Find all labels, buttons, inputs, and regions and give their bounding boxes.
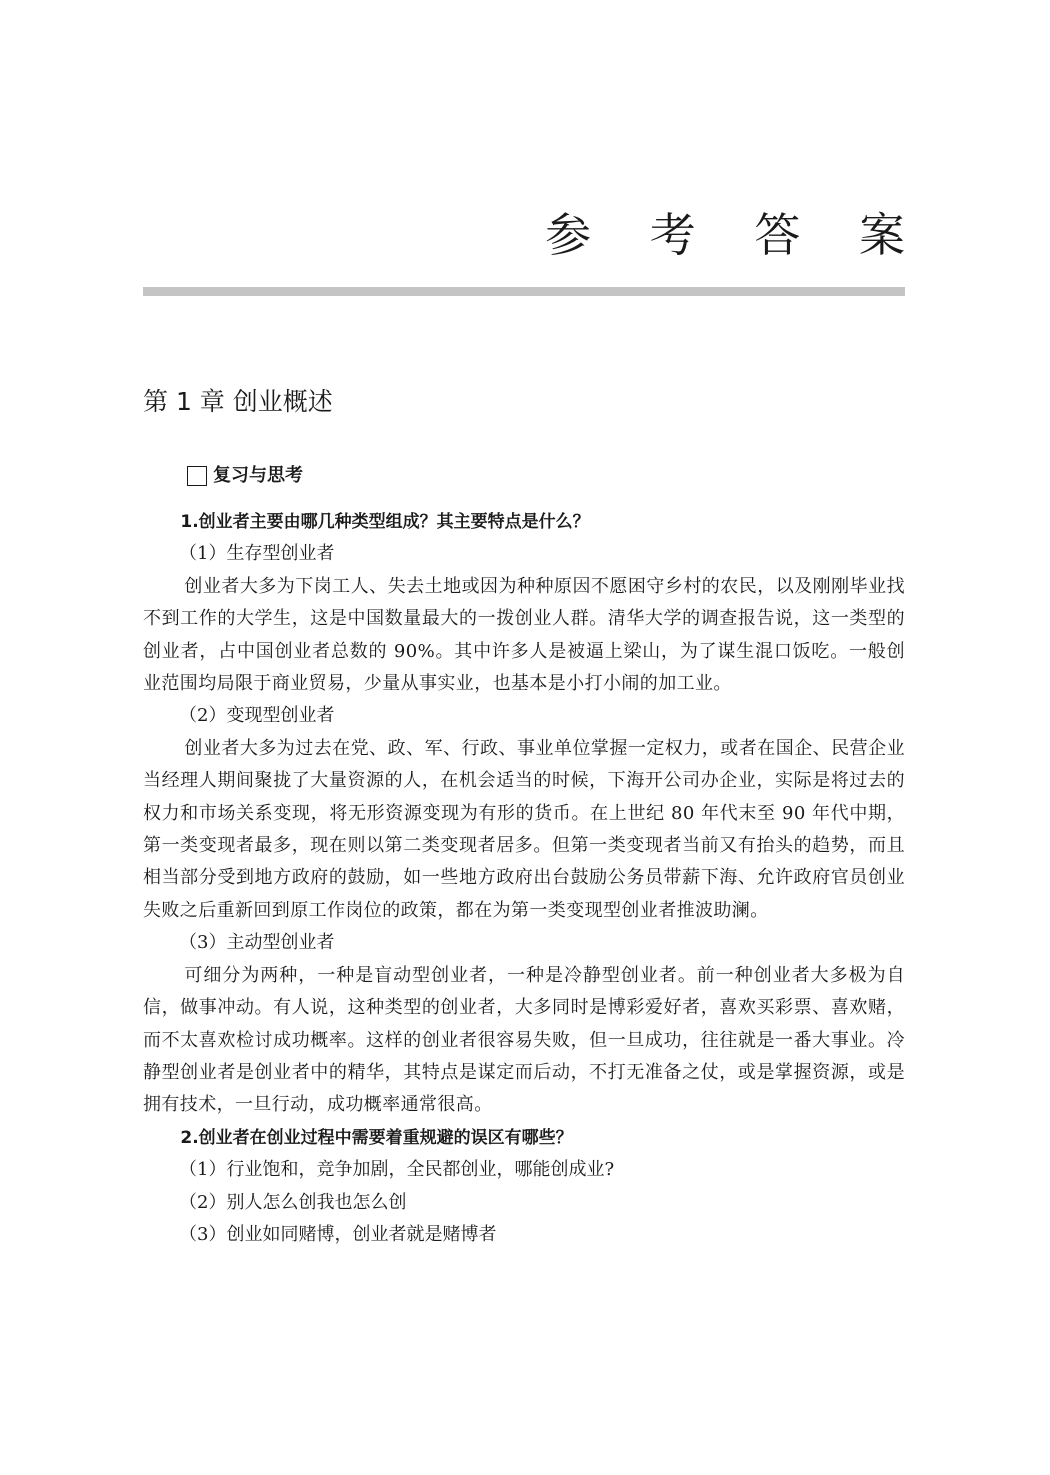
chapter-title: 第 1 章 创业概述 <box>143 387 333 416</box>
answer-item-heading: （2）变现型创业者 <box>179 705 335 727</box>
title-divider <box>143 287 905 296</box>
answer-paragraph: 可细分为两种，一种是盲动型创业者，一种是冷静型创业者。前一种创业者大多极为自信，做事冲动。有人说，这种类型的创业者，大多同时是博彩爱好者，喜欢买彩票、喜欢赌，而不太喜欢检讨成功概率。这样的创业者很容易失败，但一旦成功，往往就是一番大事业。冷静型创业者是创业者中的精华，其特点是谋定而后动，不打无准备之仗，或是掌握资源，或是拥有技术，一旦行动，成功概率通常很高。 <box>143 964 905 1116</box>
section-label: 复习与思考 <box>213 465 303 486</box>
question-title: 1.创业者主要由哪几种类型组成？其主要特点是什么？ <box>180 512 590 532</box>
answer-item-heading: （3）创业如同赌博，创业者就是赌博者 <box>179 1223 497 1245</box>
answer-item-heading: （3）主动型创业者 <box>179 932 335 954</box>
question-title: 2.创业者在创业过程中需要着重规避的误区有哪些？ <box>180 1127 573 1148</box>
checkbox-icon <box>187 466 207 486</box>
answer-item-heading: （2）别人怎么创我也怎么创 <box>179 1191 407 1213</box>
answer-content <box>143 506 905 1251</box>
answer-paragraph: 创业者大多为过去在党、政、军、行政、事业单位掌握一定权力，或者在国企、民营企业当经理人期间聚拢了大量资源的人，在机会适当的时候，下海开公司办企业，实际是将过去的权力和市场关系变现，将无形资源变现为有形的货币。在上世纪 80 年代末至 90 年代中期，第一类变现者最多，现在则以第二类变现者居多。但第一类变现者当前又有抬头的趋势，而且相当部分受到地方政府的鼓励，如一些地方政府出台鼓励公务员带薪下海、允许政府官员创业失败之后重新回到原工作岗位的政策，都在为第一类变现型创业者推波助澜。 <box>143 737 905 921</box>
page-title: 参 考 答 案 <box>545 208 927 262</box>
section-heading <box>187 462 303 490</box>
answer-item-heading: （1）行业饱和，竞争加剧，全民都创业，哪能创成业? <box>179 1159 615 1181</box>
answer-paragraph: 创业者大多为下岗工人、失去土地或因为种种原因不愿困守乡村的农民，以及刚刚毕业找不到工作的大学生，这是中国数量最大的一拨创业人群。清华大学的调查报告说，这一类型的创业者，占中国创业者总数的 90%。其中许多人是被逼上梁山，为了谋生混口饭吃。一般创业范围均局限于商业贸易，少量从事实业，也基本是小打小闹的加工业。 <box>143 575 905 695</box>
answer-item-heading: （1）生存型创业者 <box>179 543 335 565</box>
